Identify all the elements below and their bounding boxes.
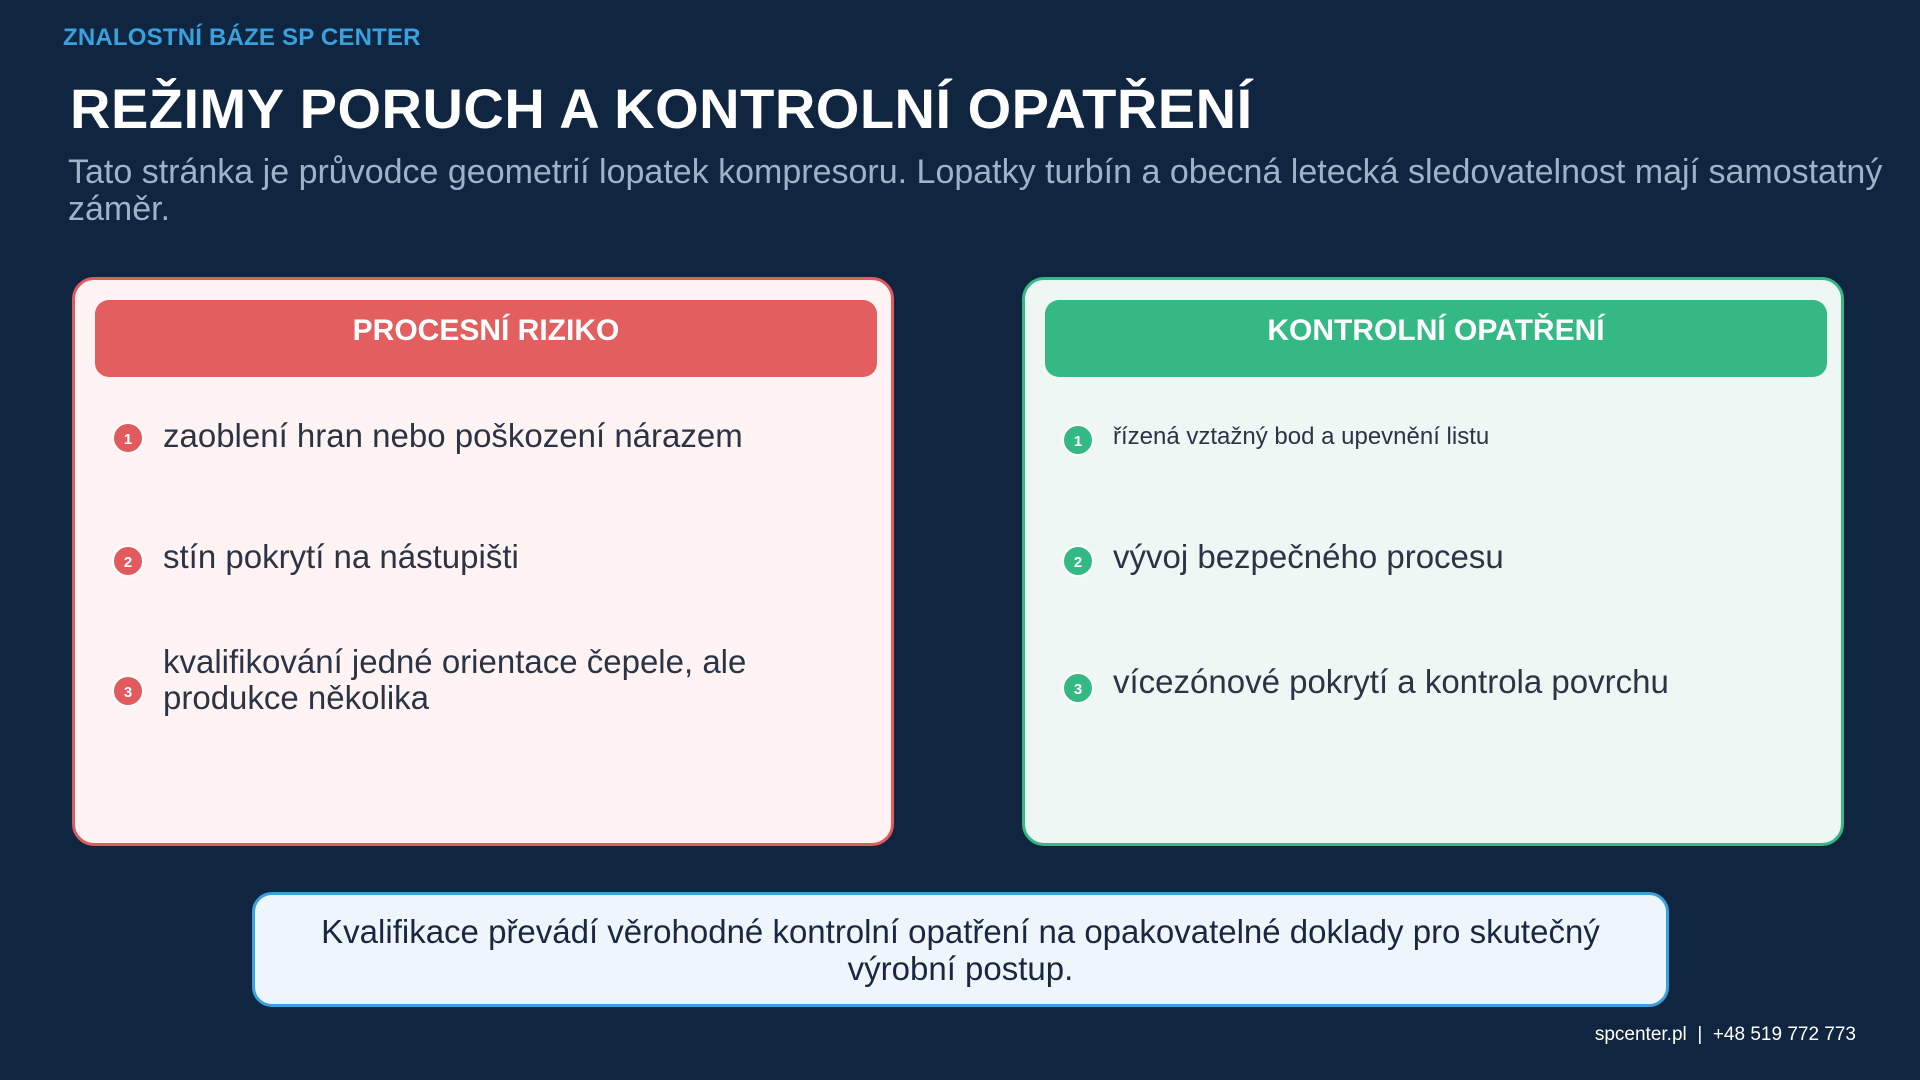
number-badge: 2 [112, 545, 144, 577]
process-risk-card [72, 277, 894, 846]
control-item-text: řízená vztažný bod a upevnění listu [1113, 423, 1490, 450]
control-item-text: vývoj bezpečného procesu [1113, 538, 1504, 575]
risk-item-text: kvalifikování jedné orientace čepele, ale produkce několika [163, 643, 747, 716]
kicker-label: ZNALOSTNÍ BÁZE SP CENTER [63, 24, 421, 51]
number-badge: 3 [1062, 672, 1094, 704]
summary-text: Kvalifikace převádí věrohodné kontrolní opatření na opakovatelné doklady pro skutečný výrobní postup. [321, 912, 1600, 987]
summary-box [252, 892, 1669, 1007]
control-measures-card [1022, 277, 1844, 846]
footer-separator: | [1697, 1024, 1703, 1045]
page-subtitle: Tato stránka je průvodce geometrií lopatek kompresoru. Lopatky turbín a obecná letecká sledovatelnost mají samostatný záměr. [68, 153, 1883, 228]
control-item-text: vícezónové pokrytí a kontrola povrchu [1113, 663, 1669, 700]
risk-item-text: zaoblení hran nebo poškození nárazem [163, 417, 743, 454]
number-badge: 3 [112, 675, 144, 707]
number-badge: 1 [112, 422, 144, 454]
footer-contact [1595, 1024, 1856, 1046]
control-measures-header: KONTROLNÍ OPATŘENÍ [1045, 300, 1827, 377]
process-risk-header: PROCESNÍ RIZIKO [95, 300, 877, 377]
footer-phone: +48 519 772 773 [1712, 1024, 1856, 1045]
footer-website: spcenter.pl [1594, 1024, 1687, 1045]
number-badge: 2 [1062, 545, 1094, 577]
risk-item-text: stín pokrytí na nástupišti [163, 538, 519, 575]
page-title: REŽIMY PORUCH A KONTROLNÍ OPATŘENÍ [70, 77, 1253, 140]
number-badge: 1 [1062, 424, 1094, 456]
